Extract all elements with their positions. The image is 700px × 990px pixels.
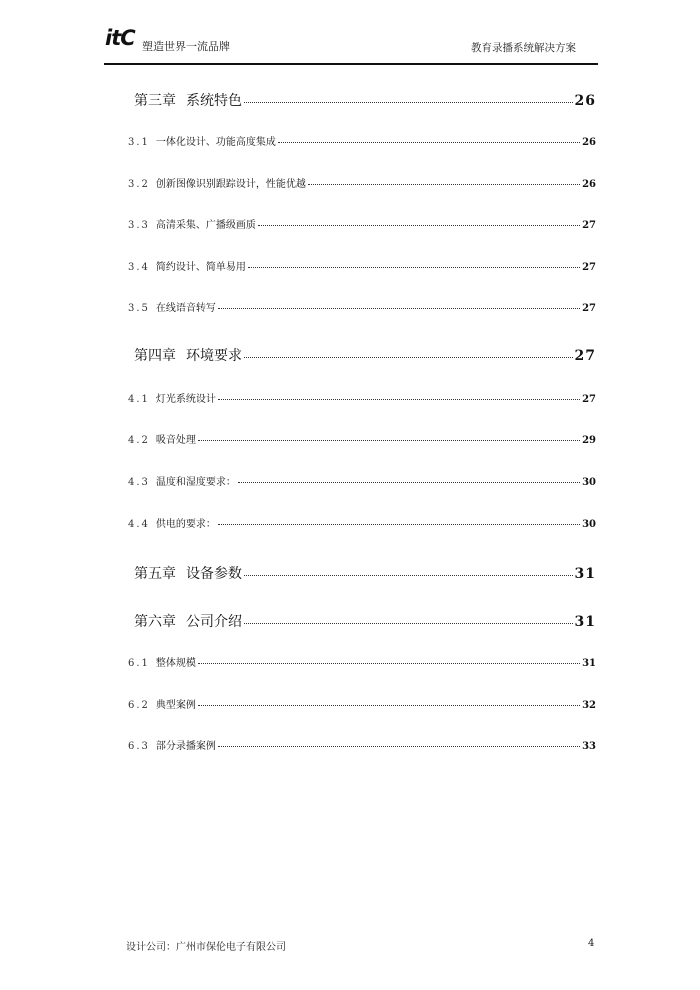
- toc-section-entry[interactable]: [0, 737, 700, 752]
- toc-chapter-entry[interactable]: [0, 345, 700, 365]
- toc-page-number: 27: [574, 348, 596, 364]
- toc-entry-number: 3.3: [128, 220, 150, 231]
- toc-entry-number: 4.2: [128, 435, 150, 446]
- toc-dot-leader: [248, 267, 580, 268]
- toc-entry-number: 4.4: [128, 519, 150, 530]
- toc-page-number: 26: [582, 137, 596, 148]
- toc-dot-leader: [218, 746, 580, 747]
- toc-entry-label: [128, 654, 196, 669]
- toc-entry-label: [128, 473, 236, 488]
- toc-chapter-entry[interactable]: [0, 611, 700, 631]
- toc-entry-number: 6.2: [128, 700, 150, 711]
- toc-entry-number: 3.4: [128, 262, 150, 273]
- toc-entry-label: [128, 390, 216, 405]
- toc-dot-leader: [198, 440, 580, 441]
- toc-entry-label: [128, 515, 216, 530]
- toc-entry-title: 一体化设计、功能高度集成: [155, 137, 276, 148]
- toc-page-number: 31: [582, 658, 596, 669]
- toc-entry-number: 6.3: [128, 741, 150, 752]
- toc-entry-title: 系统特色: [186, 93, 242, 109]
- footer-page-number: 4: [588, 938, 595, 949]
- toc-entry-label: [128, 258, 246, 273]
- toc-dot-leader: [198, 705, 580, 706]
- toc-entry-number: 3.5: [128, 303, 150, 314]
- toc-section-entry[interactable]: [0, 175, 700, 190]
- toc-dot-leader: [308, 184, 580, 185]
- toc-entry-number: 第四章: [134, 348, 176, 364]
- toc-page-number: 31: [574, 566, 596, 582]
- toc-page-number: 31: [574, 614, 596, 630]
- toc-entry-label: [134, 90, 242, 110]
- toc-page-number: 27: [582, 220, 596, 231]
- toc-entry-title: 高清采集、广播级画质: [155, 220, 256, 231]
- toc-dot-leader: [244, 357, 573, 358]
- toc-entry-title: 整体规模: [155, 658, 196, 669]
- toc-dot-leader: [218, 524, 580, 525]
- toc-page-number: 26: [582, 179, 596, 190]
- toc-entry-title: 在线语音转写: [155, 303, 216, 314]
- toc-entry-label: [128, 696, 196, 711]
- toc-entry-label: [134, 563, 242, 583]
- toc-section-entry[interactable]: [0, 390, 700, 405]
- toc-entry-label: [134, 611, 242, 631]
- toc-entry-title: 简约设计、简单易用: [155, 262, 246, 273]
- toc-entry-title: 典型案例: [155, 700, 196, 711]
- toc-chapter-entry[interactable]: [0, 563, 700, 583]
- toc-dot-leader: [244, 102, 573, 103]
- toc-section-entry[interactable]: [0, 258, 700, 273]
- toc-entry-title: 创新图像识别跟踪设计，性能优越: [155, 179, 306, 190]
- toc-entry-title: 温度和湿度要求：: [155, 477, 236, 488]
- toc-entry-title: 环境要求: [186, 348, 242, 364]
- toc-entry-number: 第六章: [134, 614, 176, 630]
- document-title: 教育录播系统解决方案: [471, 42, 576, 54]
- toc-section-entry[interactable]: [0, 473, 700, 488]
- brand-slogan: 塑造世界一流品牌: [142, 40, 230, 53]
- toc-entry-label: [128, 431, 196, 446]
- toc-page-number: 33: [582, 741, 596, 752]
- toc-section-entry[interactable]: [0, 696, 700, 711]
- toc-entry-label: [128, 737, 216, 752]
- toc-entry-number: 4.1: [128, 394, 150, 405]
- toc-entry-title: 设备参数: [186, 566, 242, 582]
- toc-page-number: 30: [582, 477, 596, 488]
- toc-entry-title: 公司介绍: [186, 614, 242, 630]
- toc-entry-label: [134, 345, 242, 365]
- toc-entry-label: [128, 175, 306, 190]
- toc-entry-number: 第五章: [134, 566, 176, 582]
- toc-dot-leader: [258, 225, 580, 226]
- toc-page-number: 26: [574, 93, 596, 109]
- toc-dot-leader: [278, 142, 580, 143]
- toc-dot-leader: [218, 308, 580, 309]
- toc-entry-number: 4.3: [128, 477, 150, 488]
- toc-dot-leader: [198, 663, 580, 664]
- brand-logo: itC: [105, 26, 135, 50]
- toc-dot-leader: [244, 575, 573, 576]
- toc-entry-label: [128, 216, 256, 231]
- toc-entry-title: 部分录播案例: [155, 741, 216, 752]
- toc-dot-leader: [218, 399, 580, 400]
- toc-section-entry[interactable]: [0, 515, 700, 530]
- toc-entry-title: 灯光系统设计: [155, 394, 216, 405]
- toc-entry-number: 第三章: [134, 93, 176, 109]
- footer-company: 设计公司：广州市保伦电子有限公司: [126, 942, 286, 953]
- toc-page-number: 27: [582, 262, 596, 273]
- toc-section-entry[interactable]: [0, 431, 700, 446]
- toc-entry-number: 6.1: [128, 658, 150, 669]
- toc-entry-number: 3.1: [128, 137, 150, 148]
- toc-page-number: 27: [582, 394, 596, 405]
- toc-dot-leader: [244, 623, 573, 624]
- toc-section-entry[interactable]: [0, 654, 700, 669]
- toc-chapter-entry[interactable]: [0, 90, 700, 110]
- toc-section-entry[interactable]: [0, 299, 700, 314]
- toc-entry-label: [128, 299, 216, 314]
- toc-page-number: 32: [582, 700, 596, 711]
- toc-entry-title: 供电的要求：: [155, 519, 216, 530]
- toc-section-entry[interactable]: [0, 216, 700, 231]
- toc-entry-number: 3.2: [128, 179, 150, 190]
- toc-entry-title: 吸音处理: [155, 435, 196, 446]
- toc-entry-label: [128, 133, 276, 148]
- toc-dot-leader: [238, 482, 580, 483]
- toc-section-entry[interactable]: [0, 133, 700, 148]
- toc-page-number: 27: [582, 303, 596, 314]
- toc-page-number: 29: [582, 435, 596, 446]
- toc-page-number: 30: [582, 519, 596, 530]
